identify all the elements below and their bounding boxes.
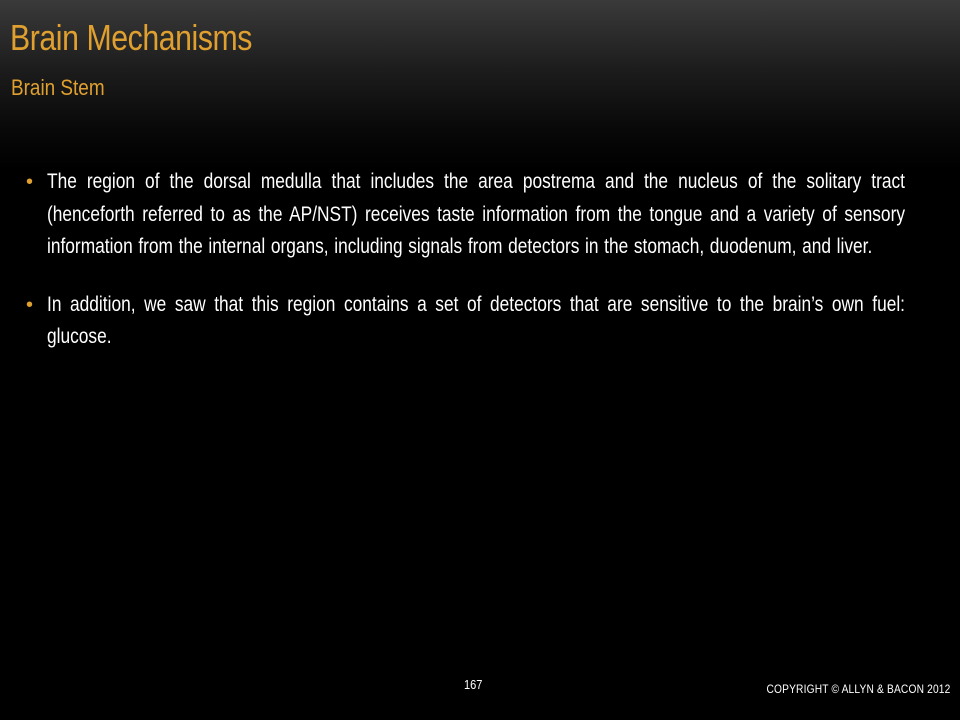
bullet-text-1: The region of the dorsal medulla that includes the area postrema and the nucleus of the solitary tract (henceforth referred to as the AP/NST) receives taste information from the tongue and a variety of sensory information from the internal organs, including signals from detectors in the stomach, duodenum, and liver. (47, 170, 905, 258)
slide-title: Brain Mechanisms (10, 17, 253, 58)
page-number: 167 (464, 677, 483, 692)
copyright-notice: COPYRIGHT © ALLYN & BACON 2012 (765, 682, 950, 696)
bullet-item-2 (26, 289, 926, 354)
slide-subtitle: Brain Stem (11, 75, 105, 100)
bullet-icon: • (26, 171, 34, 193)
bullet-icon: • (26, 293, 34, 316)
bullet-text-2: In addition, we saw that this region contains a set of detectors that are sensitive to the brain’s own fuel: glucose. (47, 292, 905, 348)
bullet-item-1 (26, 166, 926, 264)
bullet-list (26, 166, 926, 379)
